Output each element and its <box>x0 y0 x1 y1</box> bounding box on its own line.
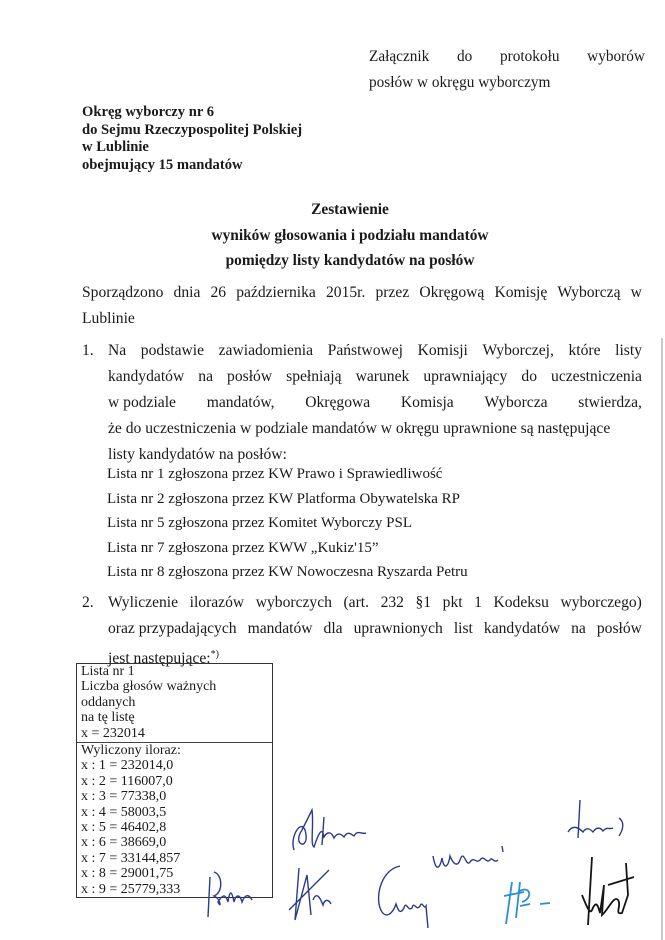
word: 1 <box>474 594 482 611</box>
section-1 <box>82 338 642 468</box>
table-header-cell <box>77 664 272 743</box>
section-1-text <box>108 338 642 468</box>
word: kandydatów <box>483 620 561 637</box>
quotient-row: x : 5 = 46402,8 <box>81 820 167 836</box>
quotient-row: x : 8 = 29001,75 <box>81 866 174 882</box>
text-line <box>108 616 642 642</box>
word: Wyborczej, <box>482 342 554 359</box>
scan-edge-line <box>661 338 663 940</box>
word: zawiadomienia <box>218 342 314 359</box>
signature-5 <box>285 860 345 925</box>
word: posłów <box>227 368 273 385</box>
title-line: Zestawienie <box>311 201 389 218</box>
quotient-row: x : 3 = 77338,0 <box>81 789 167 805</box>
word: dla <box>323 620 343 637</box>
annex-note <box>369 44 659 96</box>
word: 26 <box>210 284 227 301</box>
word: na <box>198 368 213 385</box>
word: uprawnionych <box>353 620 443 637</box>
title-line: wyników głosowania i podziału mandatów <box>211 226 489 244</box>
word: 2015r. <box>325 284 366 301</box>
word: Wyborcza <box>484 394 548 411</box>
word: 232 <box>380 594 404 611</box>
annex-word: do <box>457 48 473 65</box>
quotient-row: x : 1 = 232014,0 <box>81 758 174 774</box>
quotient-row: x : 9 = 25779,333 <box>81 881 181 897</box>
word: że do uczestniczenia w podziale mandatów w okręgu uprawnione są następujące <box>108 420 611 437</box>
text: jest następujące: <box>108 650 211 668</box>
word: Na <box>108 342 127 359</box>
word: pkt <box>442 594 463 611</box>
word: przez <box>375 284 410 301</box>
word: Kodeksu <box>493 594 549 611</box>
list-item: Lista nr 1 zgłoszona przez KW Prawo i Sprawiedliwość <box>107 466 443 482</box>
signature-3 <box>565 798 635 848</box>
table-header-line: x = 232014 <box>81 725 145 741</box>
quotient-row: x : 6 = 38669,0 <box>81 835 167 851</box>
word: stwierdza, <box>578 394 642 411</box>
word: Okręgową <box>419 284 485 301</box>
list-item: Lista nr 8 zgłoszona przez KW Nowoczesna Ryszarda Petru <box>107 564 468 580</box>
section-2-text <box>108 590 642 672</box>
word: w <box>630 284 642 301</box>
word: mandatów <box>247 620 313 637</box>
quotient-row: x : 4 = 58003,5 <box>81 804 167 820</box>
table-header-line: Liczba głosów ważnych oddanych <box>81 679 217 710</box>
word: spełniają <box>286 368 342 385</box>
annex-word: protokołu <box>499 48 560 65</box>
text-line <box>108 590 642 616</box>
list-item: Lista nr 5 zgłoszona przez Komitet Wyborczy PSL <box>107 515 412 531</box>
word: kandydatów <box>108 368 185 385</box>
district-line: Okręg wyborczy nr 6 <box>82 104 215 120</box>
word: mandatów, <box>206 394 275 411</box>
word: Okręgowa <box>305 394 371 411</box>
text-line <box>108 338 642 364</box>
word: posłów <box>596 620 642 637</box>
word: §1 <box>415 594 432 611</box>
annex-line-2: posłów w okręgu wyborczym <box>369 74 551 91</box>
district-line: obejmujący 15 mandatów <box>82 156 243 173</box>
prepared-line-2: Lublinie <box>82 310 135 327</box>
quotients-title: Wyliczony iloraz: <box>81 743 181 759</box>
list-item: Lista nr 2 zgłoszona przez KW Platforma Obywatelska RP <box>107 490 460 507</box>
text-line <box>108 390 642 416</box>
annex-word: wyborów <box>587 48 645 65</box>
word: października <box>236 284 316 301</box>
word: Komisję <box>494 284 548 301</box>
word: warunek <box>355 368 410 385</box>
word: do <box>521 368 537 385</box>
text-line: listy kandydatów na posłów: <box>108 446 287 463</box>
word: Komisja <box>400 394 454 411</box>
title-line: pomiędzy listy kandydatów na posłów <box>225 252 475 269</box>
quotient-row: x : 7 = 33144,857 <box>81 850 181 866</box>
word: Państwowej <box>327 342 404 359</box>
footnote-mark: *) <box>210 649 219 660</box>
district-line: do Sejmu Rzeczypospolitej Polskiej <box>82 121 303 138</box>
word: (art. <box>343 594 370 611</box>
signature-1 <box>284 805 379 855</box>
section-number: 1. <box>82 342 94 359</box>
word: wyborczych <box>255 594 332 611</box>
table-header-line: na tę listę <box>81 710 135 726</box>
word: wyborczego) <box>560 594 642 611</box>
section-2 <box>82 590 642 672</box>
text-line <box>108 364 642 390</box>
district-header <box>82 104 302 174</box>
word: oraz przypadających <box>108 620 237 637</box>
word: uprawniający <box>423 368 508 385</box>
word: ilorazów <box>189 594 245 611</box>
word: podstawie <box>140 342 205 359</box>
word: na <box>571 620 586 637</box>
word: uczestniczenia <box>551 368 642 385</box>
prepared-statement <box>82 280 642 332</box>
signature-7 <box>500 878 560 928</box>
word: Wyliczenie <box>108 594 179 611</box>
word: dnia <box>173 284 201 301</box>
word: Wyborczą <box>557 284 621 301</box>
word: Komisji <box>417 342 468 359</box>
district-line: w Lublinie <box>82 139 149 155</box>
section-number: 2. <box>82 594 94 611</box>
signature-4 <box>200 862 260 922</box>
list-item: Lista nr 7 zgłoszona przez KWW „Kukiz'15” <box>107 539 379 556</box>
document-title <box>130 197 570 274</box>
annex-word: Załącznik <box>369 48 430 65</box>
word: które <box>568 342 601 359</box>
signature-8 <box>578 855 638 930</box>
signature-6 <box>370 860 445 930</box>
prepared-line-1 <box>82 280 642 306</box>
text-line <box>108 416 642 442</box>
word: list <box>453 620 473 637</box>
quotient-row: x : 2 = 116007,0 <box>81 773 173 789</box>
eligible-lists <box>107 462 468 585</box>
word: Sporządzono <box>82 284 164 301</box>
table-header-line: Lista nr 1 <box>81 664 135 679</box>
word: listy <box>615 342 642 359</box>
word: w podziale <box>108 394 176 411</box>
